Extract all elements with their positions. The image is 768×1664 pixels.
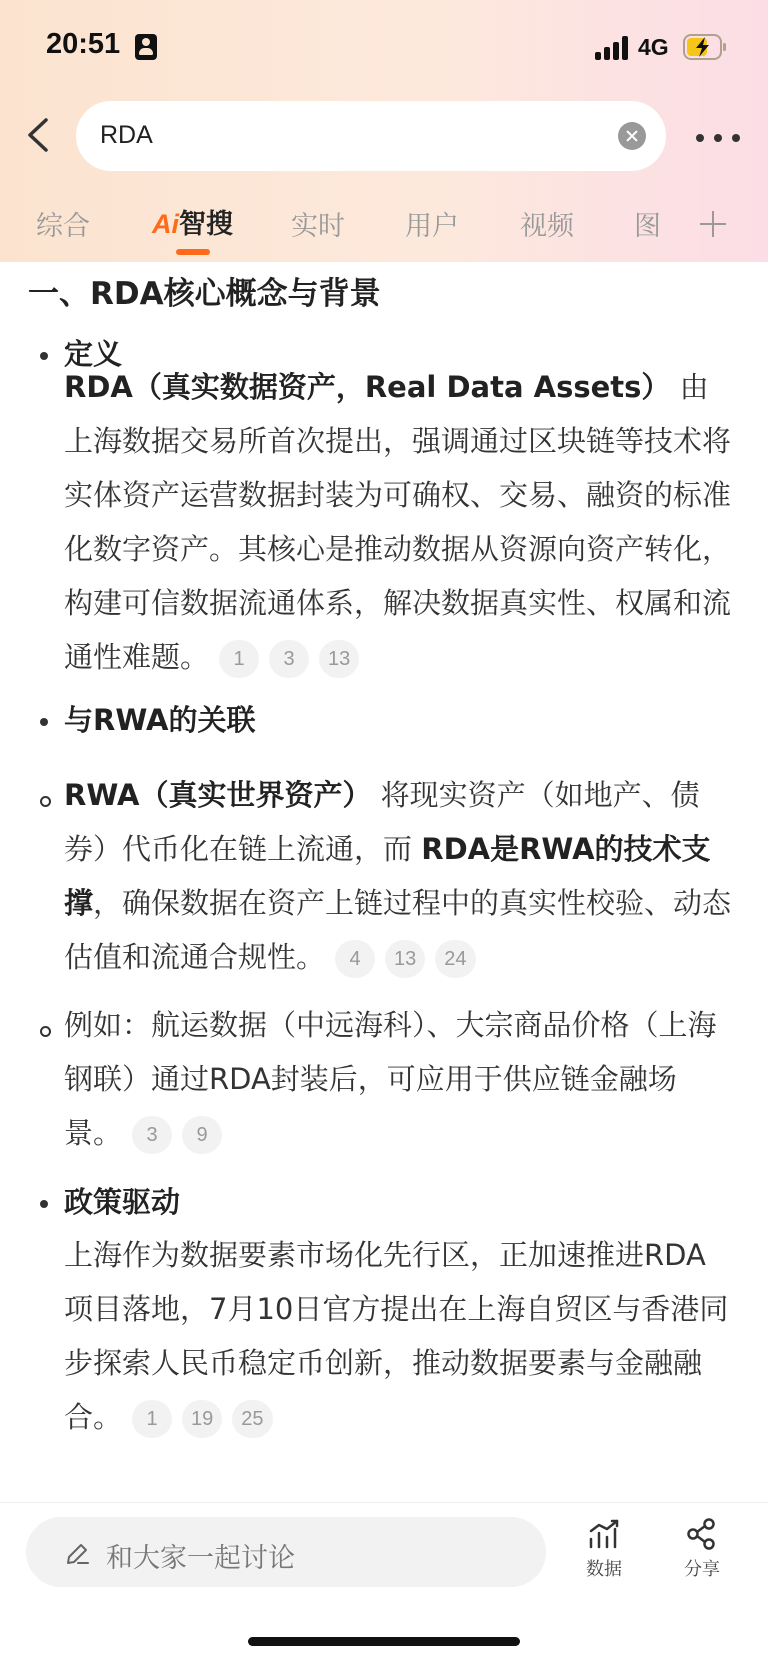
tab-ai-search[interactable] [152,202,233,241]
citation-badge[interactable]: 13 [319,640,359,678]
share-label: 分享 [684,1559,720,1580]
bullet [40,352,48,360]
citation-badge[interactable]: 19 [182,1400,222,1438]
sub-bullet [40,796,51,807]
search-input[interactable] [76,101,666,171]
discuss-placeholder: 和大家一起讨论 [106,1543,295,1574]
item-title-rwa-relation: 与RWA的关联 [64,703,256,737]
policy-text: 上海作为数据要素市场化先行区，正加速推进RDA项目落地，7月10日官方提出在上海自贸区与香港同步探索人民币稳定币创新，推动数据要素与金融融合。 [64,1238,729,1434]
citation-badge[interactable]: 4 [335,940,375,978]
bullet [40,718,48,726]
rwa-text-c: ，确保数据在资产上链过程中的真实性校验、动态估值和流通合规性。 [64,886,732,974]
tab-comprehensive[interactable]: 综合 [36,211,90,242]
data-label: 数据 [586,1559,622,1580]
tab-videos[interactable]: 视频 [520,211,574,242]
tab-bar [0,196,768,256]
share-icon [685,1517,719,1551]
example-paragraph [64,998,734,1160]
plus-icon[interactable] [700,211,726,237]
chart-icon [587,1517,621,1551]
clear-icon[interactable] [618,122,646,150]
discuss-input[interactable] [26,1517,546,1587]
policy-paragraph [64,1228,734,1444]
status-bar [0,0,768,96]
citation-badge[interactable]: 24 [435,940,475,978]
rwa-text-a: 将现实资产（如地产、债券）代币化在链上流通，而 [64,778,700,866]
search-query: RDA [100,121,153,149]
tab-realtime[interactable]: 实时 [291,211,345,242]
example-text: 例如：航运数据（中远海科）、大宗商品价格（上海钢联）通过RDA封装后，可应用于供应链金融场景。 [64,1008,717,1150]
home-indicator [248,1637,520,1646]
definition-paragraph [64,360,734,684]
back-icon[interactable] [20,110,60,160]
section-title: 一、RDA核心概念与背景 [28,276,381,312]
tab-active-indicator [176,249,210,255]
battery-charging-icon [683,34,727,60]
network-label: 4G [638,34,669,60]
person-icon [135,34,157,60]
tab-ai-search-label: 智搜 [179,209,233,240]
item-title-definition: 定义 [64,337,123,371]
ai-logo: Ai [152,209,179,239]
citation-badge[interactable]: 3 [132,1116,172,1154]
signal-icon [595,36,629,60]
citation-badge[interactable]: 13 [385,940,425,978]
sub-bullet [40,1026,51,1037]
definition-lead: RDA（真实数据资产，Real Data Assets） [64,370,671,404]
bullet [40,1200,48,1208]
rwa-paragraph [64,768,734,984]
answer-content [0,262,768,1502]
citation-badge[interactable]: 25 [232,1400,272,1438]
more-icon[interactable] [696,134,742,144]
citation-badge[interactable]: 1 [219,640,259,678]
data-button[interactable] [574,1517,634,1581]
item-title-policy: 政策驱动 [64,1185,181,1219]
citation-badge[interactable]: 1 [132,1400,172,1438]
status-time: 20:51 [46,28,121,60]
bottom-bar [0,1502,768,1664]
tab-users[interactable]: 用户 [405,211,459,242]
rwa-lead: RWA（真实世界资产） [64,778,372,812]
tab-images[interactable]: 图 [634,211,661,242]
pen-icon [62,1539,92,1569]
rwa-text-bold: RDA是RWA的技术支撑 [64,832,711,920]
share-button[interactable] [672,1517,732,1581]
definition-text: 由上海数据交易所首次提出，强调通过区块链等技术将实体资产运营数据封装为可确权、交易、融资的标准化数字资产。其核心是推动数据从资源向资产转化，构建可信数据流通体系，解决数据真实性、权属和流通性难题。 [64,370,732,674]
citation-badge[interactable]: 3 [269,640,309,678]
citation-badge[interactable]: 9 [182,1116,222,1154]
